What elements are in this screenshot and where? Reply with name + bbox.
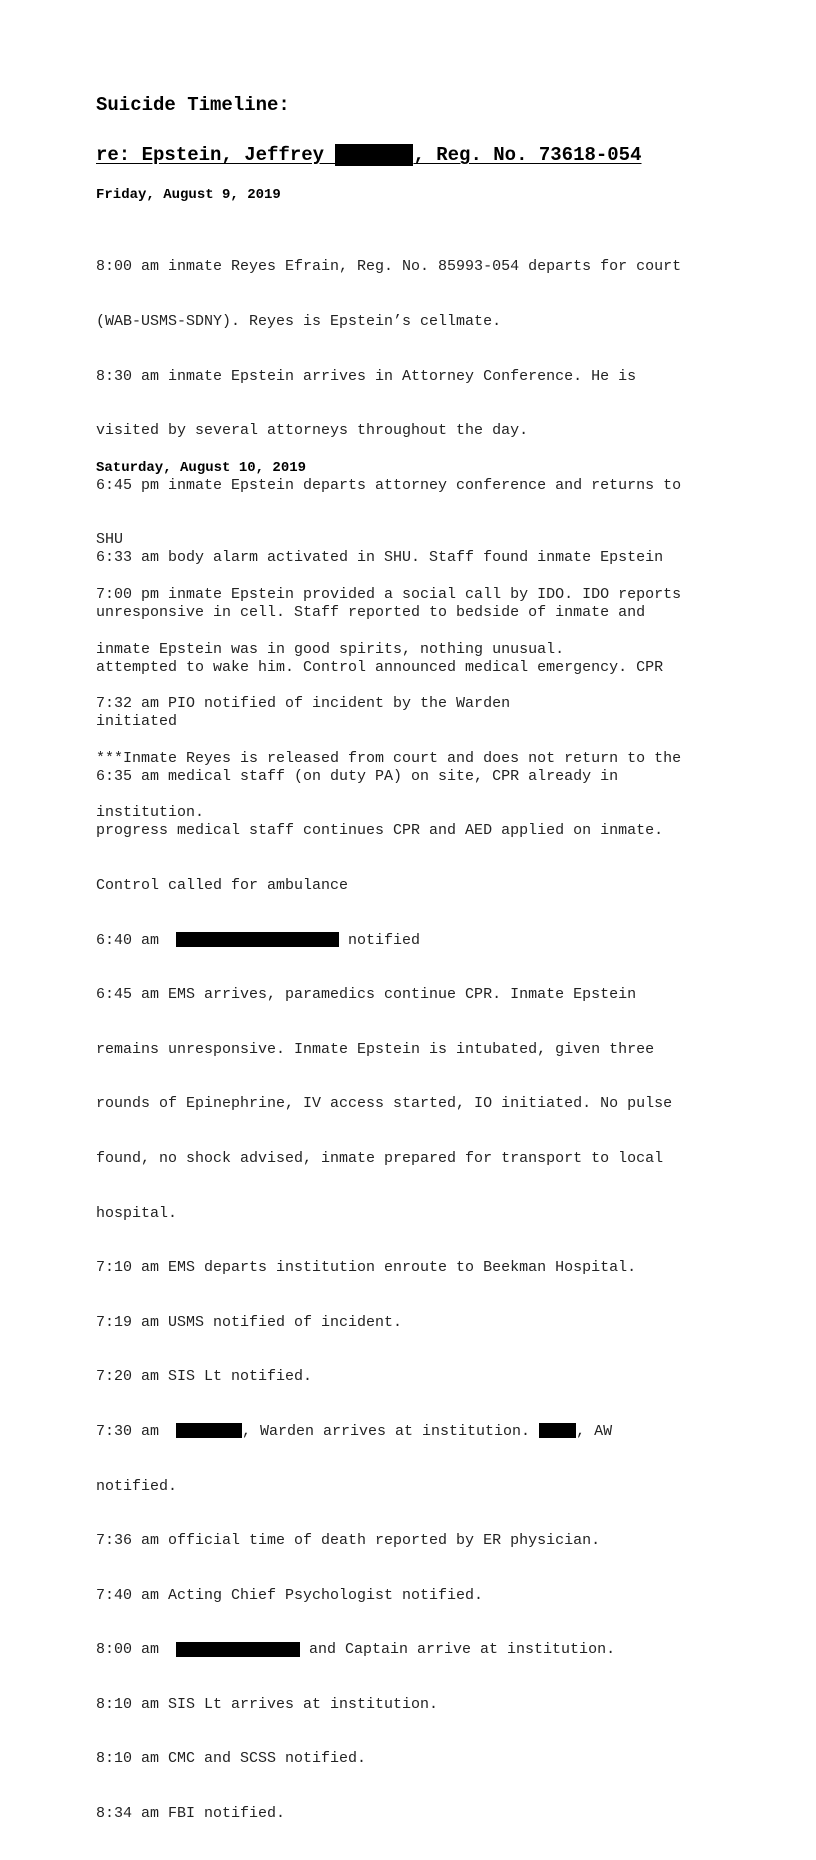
timeline-line [96, 1641, 672, 1659]
subtitle-part-2: , Reg. No. 73618-054 [413, 144, 642, 167]
timeline-line: unresponsive in cell. Staff reported to bedside of inmate and [96, 604, 646, 621]
timeline-line: 8:00 am inmate Reyes Efrain, Reg. No. 85993-054 departs for court [96, 258, 682, 276]
timeline-line: inmate Epstein was in good spirits, nothing unusual. [96, 640, 565, 658]
timeline-line: found, no shock advised, inmate prepared for transport to local [96, 1149, 664, 1167]
timeline-line: 6:45 pm inmate Epstein departs attorney conference and returns to [96, 476, 682, 494]
redaction-block [176, 1423, 242, 1438]
section-heading-aug-10: Saturday, August 10, 2019 [96, 460, 307, 476]
redaction-block [176, 1642, 300, 1657]
timeline-line: initiated [96, 713, 178, 731]
subtitle-part-1: re: Epstein, Jeffrey [96, 144, 336, 167]
timeline-line: 8:30 am inmate Epstein arrives in Attorney Conference. He is [96, 367, 637, 385]
document-title: Suicide Timeline: [96, 94, 290, 116]
timeline-line: 7:20 am SIS Lt notified. [96, 1368, 313, 1386]
timeline-line-part: 6:40 am [96, 931, 169, 949]
timeline-line: rounds of Epinephrine, IV access started, IO initiated. No pulse [96, 1095, 673, 1113]
timeline-line: 7:36 am official time of death reported by ER physician. [96, 1532, 601, 1550]
timeline-line: 6:35 am medical staff (on duty PA) on site, CPR already in [96, 767, 619, 785]
timeline-line: 7:40 am Acting Chief Psychologist notified. [96, 1586, 484, 1604]
section-heading-aug-9: Friday, August 9, 2019 [96, 187, 281, 203]
timeline-line: 6:33 am body alarm activated in SHU. Staff found inmate Epstein [96, 549, 664, 567]
timeline-line: visited by several attorneys throughout the day. [96, 422, 529, 440]
timeline-line: SHU [96, 531, 124, 549]
timeline-line: 7:32 am PIO notified of incident by the Warden [96, 695, 511, 713]
timeline-line: notified. [96, 1477, 178, 1495]
timeline-line: progress medical staff continues CPR and AED applied on inmate. [96, 822, 664, 840]
document-subtitle [96, 144, 642, 166]
timeline-line: ***Inmate Reyes is released from court and does not return to the [96, 749, 682, 767]
timeline-line [96, 932, 672, 950]
timeline-line: hospital. [96, 1204, 178, 1222]
timeline-line: 8:10 am SIS Lt arrives at institution. [96, 1695, 439, 1713]
timeline-line-part: 7:30 am [96, 1422, 169, 1440]
redaction-block [176, 932, 339, 947]
timeline-line: 7:19 am USMS notified of incident. [96, 1313, 403, 1331]
timeline-line-part: , AW [576, 1422, 613, 1440]
timeline-line: remains unresponsive. Inmate Epstein is intubated, given three [96, 1040, 655, 1058]
timeline-line: 6:45 am EMS arrives, paramedics continue CPR. Inmate Epstein [96, 986, 637, 1004]
timeline-line-part: , Warden arrives at institution. [242, 1422, 540, 1440]
timeline-line: institution. [96, 804, 205, 822]
timeline-line: (WAB-USMS-SDNY). Reyes is Epstein’s cellmate. [96, 313, 502, 330]
timeline-line: 8:34 am FBI notified. [96, 1805, 286, 1823]
timeline-line: 8:10 am CMC and SCSS notified. [96, 1750, 367, 1768]
section-body-aug-10 [96, 513, 672, 1860]
timeline-line: 7:10 am EMS departs institution enroute to Beekman Hospital. [96, 1259, 637, 1277]
timeline-line: Control called for ambulance [96, 876, 349, 894]
timeline-line: attempted to wake him. Control announced medical emergency. CPR [96, 658, 664, 676]
timeline-line-part: 8:00 am [96, 1641, 169, 1659]
timeline-line [96, 1423, 672, 1441]
timeline-line-part: notified [339, 931, 421, 949]
timeline-line: 7:00 pm inmate Epstein provided a social call by IDO. IDO reports [96, 585, 682, 603]
redaction-block [335, 144, 413, 166]
timeline-line-part: and Captain arrive at institution. [300, 1641, 616, 1659]
redaction-block [539, 1423, 576, 1438]
